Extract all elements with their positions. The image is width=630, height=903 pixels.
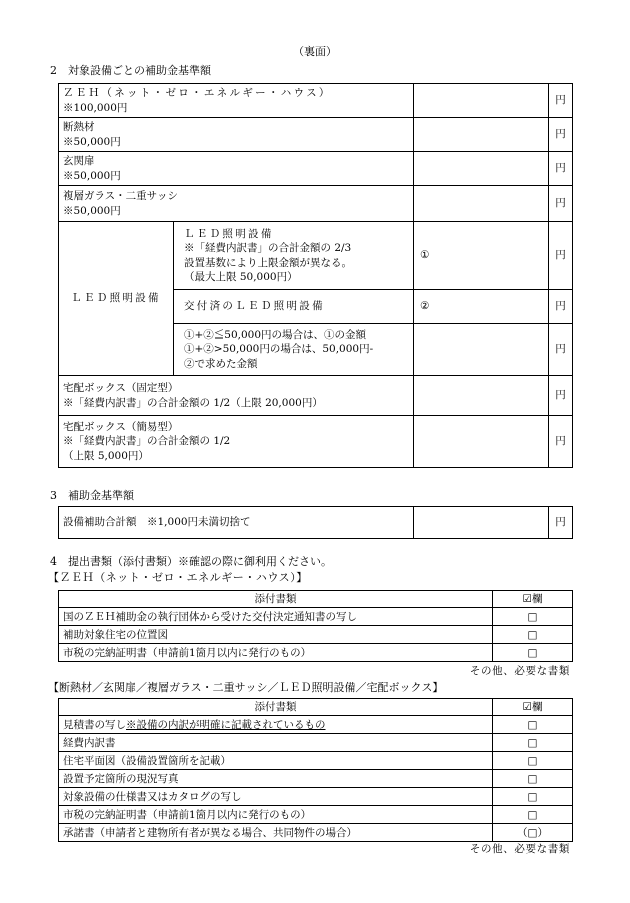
estimate-copy-label: 見積書の写し (63, 718, 126, 731)
yen-unit: 円 (549, 186, 573, 222)
row-total (59, 507, 573, 539)
estimate-note: ※設備の内訳が明確に記載されているもの (126, 718, 326, 731)
doc-row (59, 716, 573, 734)
doc-label: 住宅平面図（設備設置箇所を記載） (59, 752, 493, 770)
zeh-docs-footer: その他、必要な書類 (469, 665, 570, 677)
total-label: 設備補助合計額 ※1,000円未満切捨て (59, 507, 414, 539)
doc-row (59, 806, 573, 824)
col-doc-header: 添付書類 (59, 591, 493, 608)
row-door (59, 152, 573, 186)
box-simple-limit: （上限 5,000円） (63, 449, 149, 462)
led-sub2-label: 交付済のＬＥＤ照明設備 (184, 300, 325, 313)
section3-title: 3 補助金基準額 (50, 489, 134, 502)
glass-amount: ※50,000円 (63, 204, 121, 217)
door-label: 玄関扉 (63, 155, 95, 168)
doc-checkbox[interactable]: □ (493, 644, 573, 662)
doc-row (59, 626, 573, 644)
led-sub1-note2: 設置基数により上限金額が異なる。 (184, 256, 352, 269)
doc-checkbox[interactable]: □ (493, 734, 573, 752)
doc-checkbox[interactable]: □ (493, 716, 573, 734)
mark-2: ② (420, 300, 430, 313)
box-fixed-input-cell[interactable] (414, 376, 549, 416)
doc-label: 承諾書（申請者と建物所有者が異なる場合、共同物件の場合） (59, 824, 493, 842)
yen-unit: 円 (549, 222, 573, 290)
subsidy-table (58, 83, 573, 468)
yen-unit: 円 (549, 376, 573, 416)
zeh-input-cell[interactable] (414, 84, 549, 118)
zeh-docs-heading: 【ＺＥＨ（ネット・ゼロ・エネルギー・ハウス）】 (48, 571, 308, 584)
doc-label: 対象設備の仕様書又はカタログの写し (59, 788, 493, 806)
page-label: （裏面） (293, 45, 337, 58)
col-check-header: ☑欄 (493, 699, 573, 716)
doc-label: 国のＺＥＨ補助金の執行団体から受けた交付決定通知書の写し (59, 608, 493, 626)
box-fixed-note: ※「経費内訳書」の合計金額の 1/2（上限 20,000円） (63, 396, 323, 409)
yen-unit: 円 (549, 152, 573, 186)
mark-1: ① (420, 249, 430, 262)
doc-label: 経費内訳書 (59, 734, 493, 752)
row-insulation (59, 118, 573, 152)
row-zeh (59, 84, 573, 118)
yen-unit: 円 (549, 84, 573, 118)
other-docs-heading: 【断熱材／玄関扉／複層ガラス・二重サッシ／ＬＥＤ照明設備／宅配ボックス】 (48, 681, 444, 694)
doc-row (59, 734, 573, 752)
led-sub3-line3: ②で求めた金額 (184, 357, 258, 370)
glass-label: 複層ガラス・二重サッシ (63, 190, 178, 203)
box-fixed-label: 宅配ボックス（固定型） (63, 382, 179, 395)
box-simple-label: 宅配ボックス（簡易型） (63, 421, 179, 434)
section2-title: 2 対象設備ごとの補助金基準額 (50, 64, 211, 77)
doc-row (59, 608, 573, 626)
led-input-cell-2[interactable] (414, 290, 549, 324)
col-check-header: ☑欄 (493, 591, 573, 608)
doc-row (59, 770, 573, 788)
doc-checkbox[interactable]: □ (493, 752, 573, 770)
led-sub1-title: ＬＥＤ照明設備 (184, 228, 274, 241)
yen-unit: 円 (549, 324, 573, 376)
doc-row (59, 788, 573, 806)
row-led-1 (59, 222, 573, 290)
doc-checkbox[interactable]: □ (493, 626, 573, 644)
yen-unit: 円 (549, 507, 573, 539)
doc-checkbox[interactable]: □ (493, 806, 573, 824)
doc-row (59, 644, 573, 662)
zeh-label: ＺＥＨ（ネット・ゼロ・エネルギー・ハウス） (63, 87, 332, 100)
zeh-amount: ※100,000円 (63, 101, 128, 114)
row-box-fixed (59, 376, 573, 416)
row-box-simple (59, 416, 573, 468)
row-glass (59, 186, 573, 222)
other-docs-table (58, 698, 573, 842)
yen-unit: 円 (549, 290, 573, 324)
section4-title: 4 提出書類（添付書類）※確認の際に御利用ください。 (50, 555, 332, 568)
led-sub1-note1: ※「経費内訳書」の合計金額の 2/3 (184, 242, 352, 255)
doc-checkbox[interactable]: □ (493, 770, 573, 788)
insulation-label: 断熱材 (63, 121, 95, 134)
insulation-input-cell[interactable] (414, 118, 549, 152)
total-table (58, 506, 573, 539)
doc-checkbox[interactable]: □ (493, 788, 573, 806)
doc-label: 市税の完納証明書（申請前1箇月以内に発行のもの） (59, 644, 493, 662)
doc-label: 補助対象住宅の位置図 (59, 626, 493, 644)
led-sub3-line2: ①+②>50,000円の場合は、50,000円- (184, 343, 374, 356)
led-sub1-note3: （最大上限 50,000円） (184, 270, 298, 283)
yen-unit: 円 (549, 416, 573, 468)
doc-checkbox[interactable]: □ (493, 608, 573, 626)
led-sub3-line1: ①+②≦50,000円の場合は、①の金額 (184, 329, 367, 342)
doc-row (59, 824, 573, 842)
door-input-cell[interactable] (414, 152, 549, 186)
box-simple-input-cell[interactable] (414, 416, 549, 468)
doc-label: 市税の完納証明書（申請前1箇月以内に発行のもの） (59, 806, 493, 824)
led-input-cell-1[interactable] (414, 222, 549, 290)
doc-row (59, 752, 573, 770)
other-docs-footer: その他、必要な書類 (469, 843, 570, 855)
doc-label: 設置予定箇所の現況写真 (59, 770, 493, 788)
yen-unit: 円 (549, 118, 573, 152)
led-group-label: ＬＥＤ照明設備 (71, 292, 161, 305)
total-input-cell[interactable] (414, 507, 549, 539)
zeh-docs-table (58, 590, 573, 662)
insulation-amount: ※50,000円 (63, 135, 121, 148)
box-simple-note: ※「経費内訳書」の合計金額の 1/2 (63, 435, 231, 448)
doc-checkbox[interactable]: （□） (493, 824, 573, 842)
led-input-cell-3[interactable] (414, 324, 549, 376)
col-doc-header: 添付書類 (59, 699, 493, 716)
door-amount: ※50,000円 (63, 169, 121, 182)
doc-label (59, 716, 493, 734)
glass-input-cell[interactable] (414, 186, 549, 222)
